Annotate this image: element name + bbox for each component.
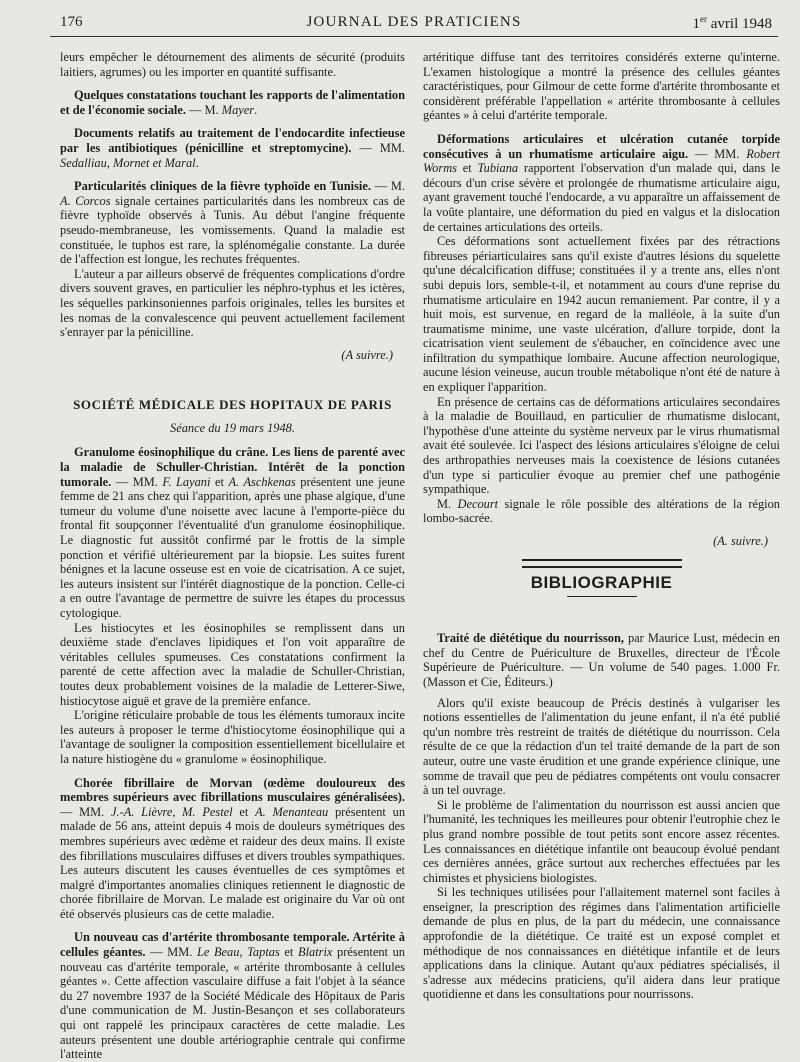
book-review: Traité de diététique du nourrisson, par Maurice Lust, médecin en chef du Centre de Puériculture de Bruxelles, directeur de l'École Supérieure de Puériculture. — Un volume de 540 pages. 1.000 Fr. (Masson et Cie, Éditeurs.) — [423, 631, 780, 689]
paragraph: L'auteur a par ailleurs observé de fréquentes complications d'ordre divers souvent graves, en particulier les néphro-typhus et les ictères, les séquelles parkinsoniennes parfois originales, telles les bursites et les nomas de la convalescence qui peuvent actuellement facilement s'enrayer par la pénicilline. — [60, 266, 405, 340]
communication-deformations: Déformations articulaires et ulcération cutanée torpide consécutives à un rhumatisme articulaire aigu. — MM. Robert Worms et Tubiana rapportent l'observation d'un malade qui, dans le décours d'un crise sévère et prolongée de rhumatisme articulaire aigu, ayant gravement touché l'endocarde, a vu apparaître un affaissement de la voûte plantaire, une déformation du pied en valgus et la dislocation de certaines articulations des orteils. — [423, 131, 780, 234]
paragraph: Ces déformations sont actuellement fixées par des rétractions fibreuses périarticulaires sans qu'il existe d'autres lésions du squelette qu'une décalcification diffuse; constituées il y a trente ans, elles n'ont subi depuis lors, semble-t-il, et notamment au cours d'une reprise du rhumatisme articulaire en 1942 aucun remaniement. Par contre, il y a huit mois, est survenue, en regard de la malléole, à la suite d'un traumatisme minime, une vaste ulcération, d'allure torpide, dont la cicatrisation vient seulement de s'ébaucher, en coïncidence avec une infiltration du sympathique lombaire. Aucune affection neurologique, aucune lésion veineuse, aucun trouble métabolique n'ont été de nature à en expliquer l'apparition. — [423, 234, 780, 395]
to-be-continued: (A suivre.) — [341, 347, 393, 362]
issue-date: 1er avril 1948 — [692, 14, 772, 32]
page-number: 176 — [60, 14, 83, 30]
paragraph: Les histiocytes et les éosinophiles se remplissent dans un deuxième stade d'enclaves lipidiques et l'on voit apparaître de véritables cellules spumeuses. Ces constatations confirment la parenté de cette affection avec la maladie de Schuller-Christian, toutes deux probablement voisines de la maladie de Letterer-Siwe, histiocytose aiguë et grave de la première enfance. — [60, 620, 405, 708]
paragraph: L'origine réticulaire probable de tous les éléments tumoraux incite les auteurs à proposer le terme d'histiocytome éosinophilique qui a l'avantage de souligner la composition essentiellement bicellulaire et la nature histiogène du « granulome » éosinophilique. — [60, 708, 405, 766]
communication-alimentation: Quelques constatations touchant les rapports de l'alimentation et de l'économie sociale. — M. Mayer. — [60, 88, 405, 117]
paragraph: Alors qu'il existe beaucoup de Précis destinés à vulgariser les notions essentielles de l'alimentation du jeune enfant, il n'a été publié qu'un nombre très restreint de traités de diététique du nourrisson. Cela résulte de ce que la rédaction d'un tel traité demande de la part de son auteur, outre une vaste érudition et une grande expérience clinique, une somme de travail que peu de pédiatres compétents ont voulu consacrer à un tel ouvrage. — [423, 695, 780, 798]
society-heading: SOCIÉTÉ MÉDICALE DES HOPITAUX DE PARIS — [73, 397, 392, 413]
communication-typhoide: Particularités cliniques de la fièvre typhoïde en Tunisie. — M. A. Corcos signale certaines particularités dans les nombreux cas de fièvre typhoïde observés à Tunis. Au début l'angine fréquente pseudo-membraneuse, les vomissements. Quand la maladie est constituée, le tuphos est rare, la splénomégalie constante. La durée de l'affection est longue, les rechutes fréquentes. — [60, 179, 405, 267]
paragraph: Si les techniques utilisées pour l'allaitement maternel sont faciles à enseigner, la prescription des régimes dans l'alimentation artificielle demande de plus en plus, de la part du médecin, une connaissance approfondie de la diététique. Ce traité est un exposé complet et méthodique de nos connaissances en diététique infantile et de leurs applications dans la clinique. Autant qu'aux pédiatres spécialisés, il s'adresse aux médecins praticiens, qu'il aidera dans leur pratique quotidienne et dans les consultations pour nourrissons. — [423, 885, 780, 1002]
communication-granulome: Granulome éosinophilique du crâne. Les liens de parenté avec la maladie de Schuller-Christian. Intérêt de la ponction tumorale. — MM. F. Layani et A. Aschkenas présentent une jeune femme de 21 ans chez qui l'apparition, après une phase algique, d'une tumeur du volume d'une noisette avec lacune à l'emporte-pièce du frontal fit soupçonner l'éventualité d'un granulome éosinophilique. Le diagnostic fut aussitôt confirmé par le frottis de la simple ponction et vérifié ultérieurement par la biopsie. Les suites furent bénignes et la lacune osseuse est en voie de cicatrisation. A ce sujet, les auteurs insistent sur l'intérêt diagnostique de la ponction. Celle-ci a en outre l'avantage de permettre de suivre les étapes du processus cytologique. — [60, 445, 405, 620]
communication-choree: Chorée fibrillaire de Morvan (œdème douloureux des membres supérieurs avec fibrillations musculaires généralisées). — MM. J.-A. Lièvre, M. Pestel et A. Menanteau présentent un malade de 56 ans, atteint depuis 4 mois de douleurs symétriques des membres supérieurs avec œdème et raideur des deux mains. Il existe des fibrillations musculaires diffuses et divers troubles sympathiques. Les auteurs discutent les causes éventuelles de ces symptômes et malgré d'importantes anomalies cliniques retiennent le diagnostic de chorée fibrillaire de Morvan. Le malade est originaire du Var où ont été observés plusieurs cas de cette maladie. — [60, 775, 406, 921]
to-be-continued: (A. suivre.) — [713, 534, 768, 548]
rule-divider — [567, 596, 637, 597]
communication-decourt: M. Decourt signale le rôle possible des altérations de la région lombo-sacrée. — [423, 496, 780, 526]
left-column — [60, 50, 405, 1062]
right-column — [423, 50, 780, 1002]
journal-title: JOURNAL DES PRATICIENS — [306, 14, 522, 30]
communication-endocardite: Documents relatifs au traitement de l'endocardite infectieuse par les antibiotiques (pénicilline et streptomycine). — MM. Sedalliau, Mornet et Maral. — [60, 126, 405, 170]
continued-paragraph: leurs empêcher le détournement des aliments de sécurité (produits laitiers, agrumes) ou les importer en quantité suffisante. — [60, 50, 405, 79]
session-date: Séance du 19 mars 1948. — [170, 420, 295, 435]
page-header — [50, 14, 778, 37]
double-rule-divider — [522, 559, 682, 568]
bibliography-heading: BIBLIOGRAPHIE — [530, 572, 673, 592]
paragraph: Si le problème de l'alimentation du nourrisson est aussi ancien que l'humanité, les techniques les meilleures pour obtenir l'eutrophie chez le plus grand nombre possible de tout petits sont encore assez récentes. Les connaissances en diététique infantile ont beaucoup évolué pendant ces dernières années, grâce surtout aux recherches effectuées par les chimistes et physiciens biologistes. — [423, 797, 780, 885]
continued-paragraph: artéritique diffuse tant des territoires considérés externe qu'interne. L'examen histologique a montré la présence des cellules géantes caractéristiques, pour Gilmour de cette forme d'artérite thrombosante et considèrent préférable l'appellation « artérite thrombosante à cellules géantes » à celui d'artérite temporale. — [423, 50, 780, 123]
communication-arterite: Un nouveau cas d'artérite thrombosante temporale. Artérite à cellules géantes. — MM. Le Beau, Taptas et Blatrix présentent un nouveau cas d'artérite temporale, « artérite thrombosante à cellules géantes ». Cette affection vasculaire diffuse a fait l'objet à la séance du 27 novembre 1937 de la Société Médicale des Hôpitaux de Paris d'une communication de M. Justin-Besançon et ses collaborateurs qui ont rappelé les principaux caractères de cette maladie. Les auteurs présentent une double artériographie centrale qui confirme l'atteinte — [60, 930, 406, 1062]
paragraph: En présence de certains cas de déformations articulaires secondaires à la maladie de Bouillaud, en particulier de rhumatisme dislocant, l'hypothèse d'une atteinte du système nerveux par le virus rhumatismal avait été soulevée. Ici l'aspect des lésions articulaires s'éloigne de celui des arthropathies nerveuses mais la coexistence de lésions cutanées d'un type si particulier évoque au premier chef une pathogénie sympathique. — [423, 394, 780, 497]
